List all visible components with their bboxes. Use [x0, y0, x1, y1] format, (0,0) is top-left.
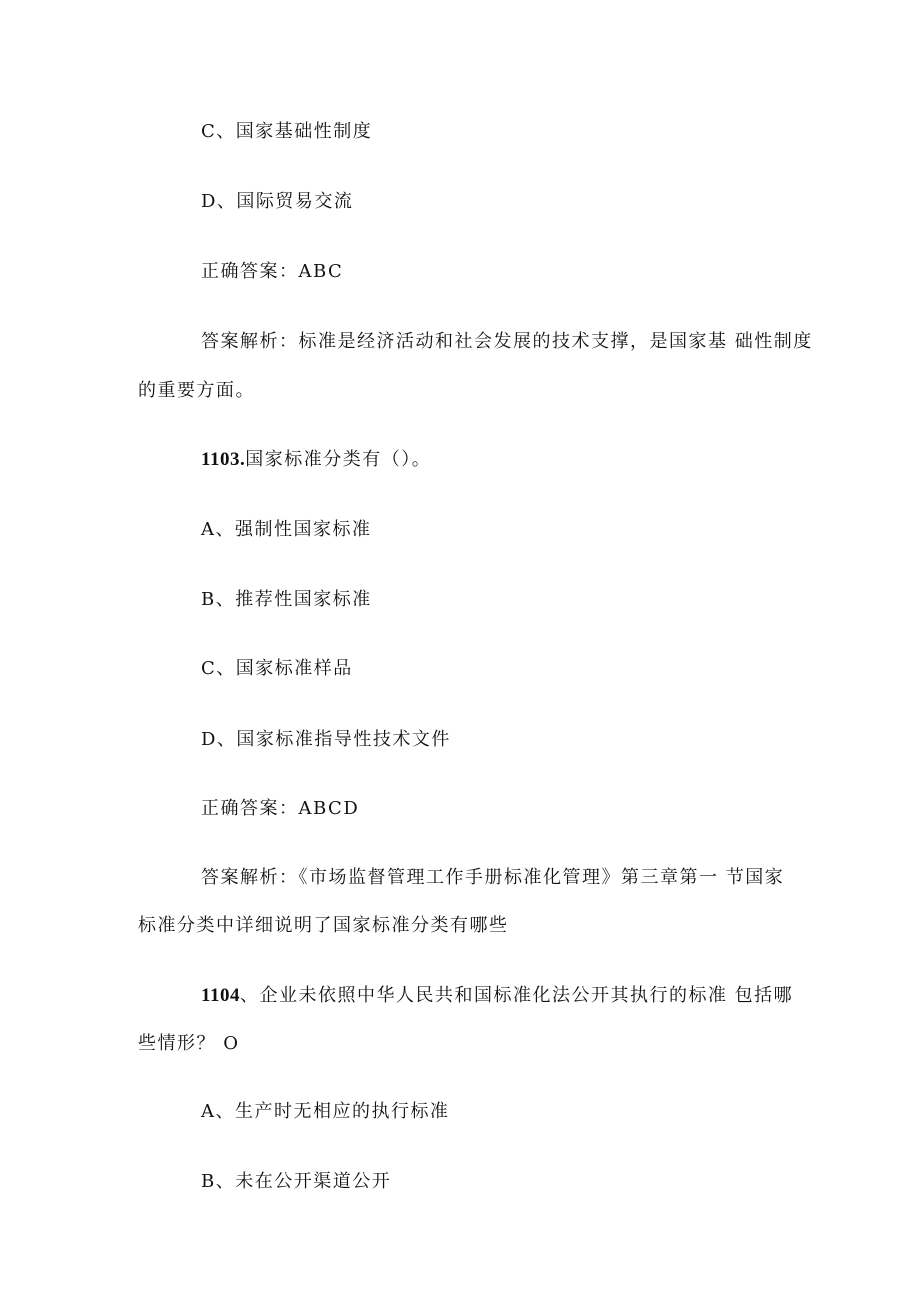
- q1102-answer: 正确答案：ABC: [201, 261, 344, 282]
- q1104-stem-part1: 、企业未依照中华人民共和国标准化法公开其执行的标准 包括哪: [239, 985, 794, 1006]
- q1104-option-a: A、生产时无相应的执行标准: [201, 1101, 450, 1122]
- q1102-option-d: D、国际贸易交流: [201, 191, 354, 212]
- q1103-stem-line: [201, 448, 431, 472]
- q1103-stem: 国家标准分类有（）。: [245, 449, 432, 470]
- q1104-number: 1104: [201, 985, 240, 1006]
- q1103-number: 1103.: [201, 449, 246, 470]
- q1103-answer: 正确答案：ABCD: [201, 798, 360, 819]
- q1104-option-b: B、未在公开渠道公开: [201, 1171, 392, 1192]
- q1102-explanation-line2: 的重要方面。: [138, 380, 255, 401]
- q1102-option-c: C、国家基础性制度: [201, 121, 373, 142]
- q1104-stem-line1: [201, 984, 793, 1008]
- q1103-option-b: B、推荐性国家标准: [201, 589, 372, 610]
- q1103-explanation-line2: 标准分类中详细说明了国家标准分类有哪些: [138, 915, 509, 936]
- q1103-option-c: C、国家标准样品: [201, 658, 353, 679]
- q1103-option-d: D、国家标准指导性技术文件: [201, 729, 451, 750]
- q1103-explanation-line1: 答案解析：《市场监督管理工作手册标准化管理》第三章第一 节国家: [201, 867, 785, 888]
- q1102-explanation-line1: 答案解析：标准是经济活动和社会发展的技术支撑，是国家基 础性制度: [201, 331, 813, 352]
- q1103-option-a: A、强制性国家标准: [201, 519, 372, 540]
- q1104-stem-line2: 些情形？ O: [138, 1033, 240, 1054]
